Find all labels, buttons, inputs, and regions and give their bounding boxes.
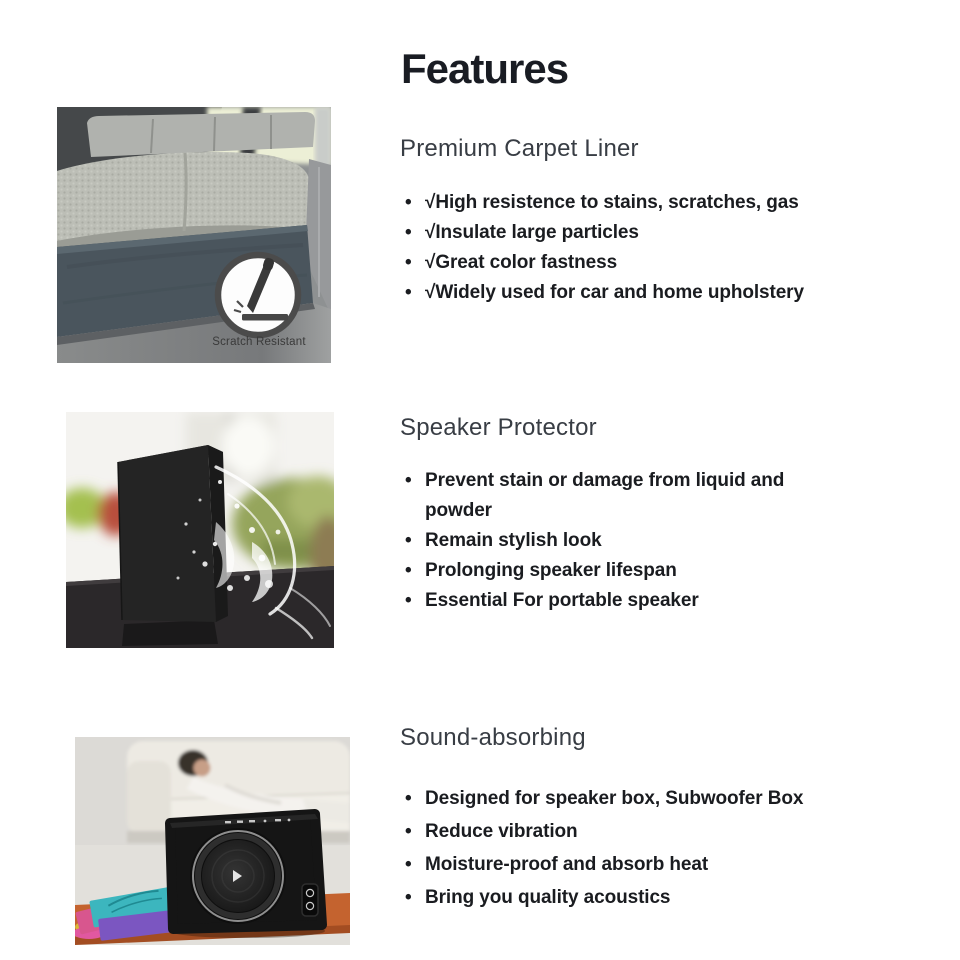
feature-bullet <box>400 815 862 848</box>
feature-bullet <box>400 848 862 881</box>
scratch-resistant-badge <box>218 255 298 335</box>
speaker-splash-illustration <box>66 412 334 648</box>
feature-bullet <box>400 278 862 308</box>
bullet-dot: • <box>405 590 412 611</box>
bullet-dot: • <box>405 252 412 273</box>
bullet-text: Bring you quality acoustics <box>425 887 671 908</box>
sound-absorbing-image <box>75 737 350 945</box>
bullet-text: Designed for speaker box, Subwoofer Box <box>425 788 804 809</box>
bullet-text: Prevent stain or damage from liquid and powder <box>425 470 785 521</box>
car-interior-illustration <box>57 107 331 363</box>
section-heading: Speaker Protector <box>400 414 597 441</box>
bullet-text: √Insulate large particles <box>425 222 639 243</box>
bullet-text: √Great color fastness <box>425 252 618 273</box>
bullet-text: Essential For portable speaker <box>425 590 699 611</box>
bullet-dot: • <box>405 530 412 551</box>
speaker-grille <box>190 828 286 924</box>
feature-bullet <box>400 782 862 815</box>
bullet-text: √Widely used for car and home upholstery <box>425 282 804 303</box>
scratch-resistant-badge-label: Scratch Resistant <box>212 336 306 348</box>
feature-bullet <box>400 188 862 218</box>
bullet-text: √High resistence to stains, scratches, gas <box>425 192 799 213</box>
feature-bullet <box>400 218 862 248</box>
bullet-dot: • <box>405 560 412 581</box>
section-premium-carpet-liner <box>400 134 875 308</box>
feature-bullet <box>400 466 832 526</box>
bullet-text: Prolonging speaker lifespan <box>425 560 677 581</box>
bullet-dot: • <box>405 282 412 303</box>
section-sound-absorbing <box>400 723 875 914</box>
bullet-text: Reduce vibration <box>425 821 578 842</box>
section-heading: Premium Carpet Liner <box>400 135 639 162</box>
bullet-dot: • <box>405 821 412 842</box>
speaker-protector-image <box>66 412 334 648</box>
feature-bullet-list <box>400 188 862 308</box>
bullet-dot: • <box>405 854 412 875</box>
bullet-dot: • <box>405 470 412 491</box>
page-title: Features <box>401 45 569 93</box>
bullet-dot: • <box>405 222 412 243</box>
feature-bullet <box>400 881 862 914</box>
bullet-dot: • <box>405 192 412 213</box>
terminal-port <box>302 884 318 916</box>
feature-bullet-list <box>400 466 832 616</box>
feature-bullet-list <box>400 782 862 914</box>
section-speaker-protector <box>400 413 875 616</box>
bullet-dot: • <box>405 788 412 809</box>
feature-bullet <box>400 556 832 586</box>
bullet-text: Remain stylish look <box>425 530 602 551</box>
feature-bullet <box>400 526 832 556</box>
subwoofer-box <box>169 814 325 938</box>
bullet-dot: • <box>405 887 412 908</box>
feature-bullet <box>400 586 832 616</box>
speaker-box <box>118 445 228 622</box>
feature-bullet <box>400 248 862 278</box>
section-heading: Sound-absorbing <box>400 724 586 751</box>
subwoofer-illustration <box>75 737 350 945</box>
bullet-text: Moisture-proof and absorb heat <box>425 854 709 875</box>
carpet-liner-image <box>57 107 331 363</box>
